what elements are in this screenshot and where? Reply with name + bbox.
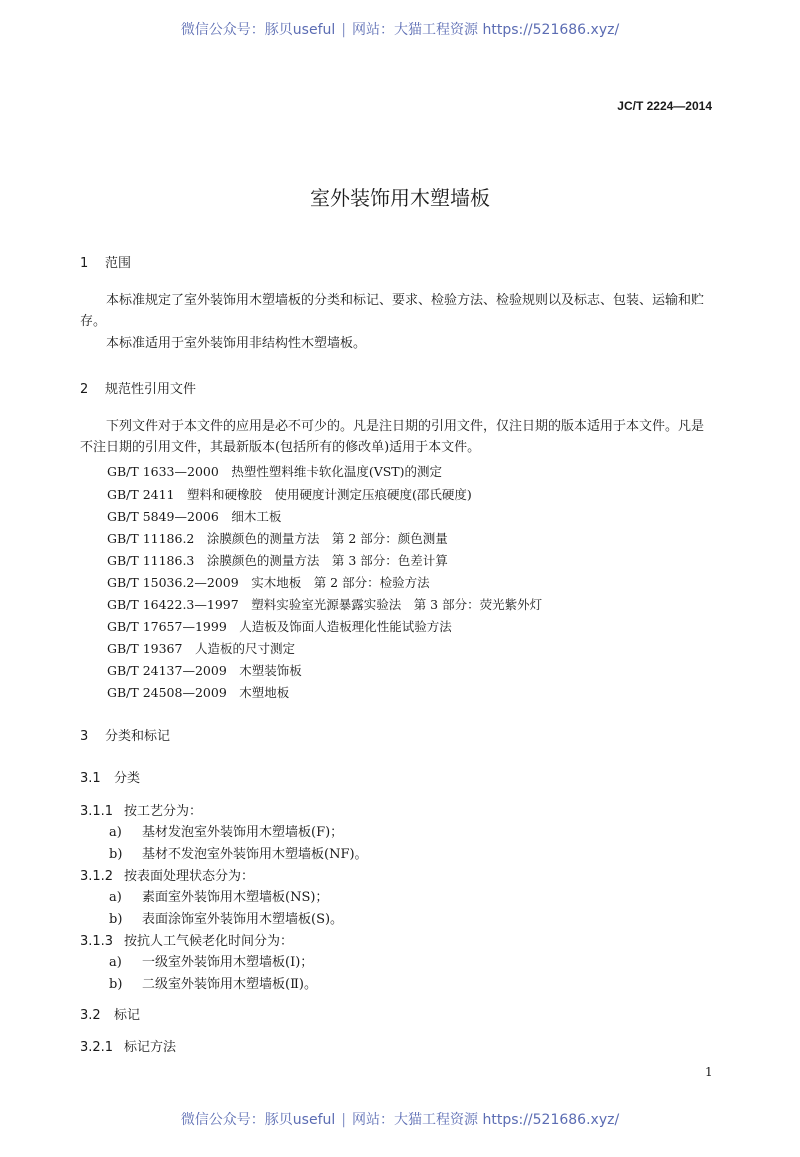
- document-title: 室外装饰用木塑墙板: [310, 186, 490, 210]
- watermark-top: [0, 19, 800, 39]
- list-item: [109, 951, 313, 970]
- list-text: 一级室外装饰用木塑墙板(Ⅰ)；: [142, 955, 314, 970]
- reference-item: GB/T 19367 人造板的尺寸测定: [107, 641, 295, 656]
- section-3-heading: [80, 725, 170, 744]
- subsection-title: 标记: [114, 1008, 141, 1023]
- watermark-wechat: 微信公众号：豚贝useful: [180, 1112, 336, 1128]
- scope-applicability: 本标准适用于室外装饰用非结构性木塑墙板。: [106, 336, 367, 351]
- reference-item: GB/T 15036.2—2009 实木地板 第 2 部分：检验方法: [107, 575, 430, 590]
- list-text: 素面室外装饰用木塑墙板(NS)；: [142, 890, 329, 905]
- reference-item: GB/T 2411 塑料和硬橡胶 使用硬度计测定压痕硬度(邵氏硬度): [107, 487, 472, 502]
- subsection-number: 3.2: [80, 1008, 101, 1023]
- watermark-separator: |: [341, 22, 347, 38]
- clause-number: 3.1.2: [80, 869, 114, 884]
- list-item: [109, 821, 343, 840]
- watermark-separator: |: [341, 1112, 347, 1128]
- watermark-bottom: [0, 1109, 800, 1129]
- list-item: [109, 843, 368, 862]
- section-title: 范围: [105, 256, 132, 271]
- clause-text: 按表面处理状态分为：: [124, 869, 255, 884]
- reference-item: GB/T 17657—1999 人造板及饰面人造板理化性能试验方法: [107, 619, 452, 634]
- reference-item: GB/T 16422.3—1997 塑料实验室光源暴露实验法 第 3 部分：荧光紫外灯: [107, 597, 543, 612]
- standard-number: JC/T 2224—2014: [617, 99, 712, 113]
- clause-3-1-3: [80, 930, 293, 949]
- section-1-heading: [80, 252, 131, 271]
- list-text: 基材不发泡室外装饰用木塑墙板(NF)。: [142, 847, 368, 862]
- clause-number: 3.1.1: [80, 804, 114, 819]
- page-number: 1: [705, 1065, 713, 1079]
- section-number: 2: [80, 382, 89, 397]
- list-text: 表面涂饰室外装饰用木塑墙板(S)。: [142, 912, 344, 927]
- list-label: a): [109, 955, 122, 970]
- watermark-wechat: 微信公众号：豚贝useful: [180, 22, 336, 38]
- subsection-title: 分类: [114, 771, 141, 786]
- watermark-site: 网站：大猫工程资源 https://521686.xyz/: [352, 1112, 620, 1128]
- watermark-site: 网站：大猫工程资源 https://521686.xyz/: [352, 22, 620, 38]
- list-text: 二级室外装饰用木塑墙板(Ⅱ)。: [142, 977, 317, 992]
- list-text: 基材发泡室外装饰用木塑墙板(F)；: [142, 825, 344, 840]
- reference-item: GB/T 24137—2009 木塑装饰板: [107, 663, 302, 678]
- list-label: b): [109, 977, 123, 992]
- list-item: [109, 973, 317, 992]
- section-number: 3: [80, 729, 89, 744]
- references-intro: 下列文件对于本文件的应用是必不可少的。凡是注日期的引用文件，仅注日期的版本适用于本文件。凡是不注日期的引用文件，其最新版本(包括所有的修改单)适用于本文件。: [80, 419, 705, 455]
- clause-text: 按工艺分为：: [124, 804, 203, 819]
- reference-item: GB/T 24508—2009 木塑地板: [107, 685, 290, 700]
- subsection-3-1-heading: [80, 767, 140, 786]
- list-item: [109, 886, 328, 905]
- reference-item: GB/T 1633—2000 热塑性塑料维卡软化温度(VST)的测定: [107, 464, 442, 479]
- section-title: 分类和标记: [105, 729, 171, 744]
- reference-item: GB/T 5849—2006 细木工板: [107, 509, 282, 524]
- clause-number: 3.1.3: [80, 934, 114, 949]
- subsection-number: 3.1: [80, 771, 101, 786]
- reference-item: GB/T 11186.2 涂膜颜色的测量方法 第 2 部分：颜色测量: [107, 531, 448, 546]
- clause-3-1-1: [80, 800, 202, 819]
- section-title: 规范性引用文件: [105, 382, 197, 397]
- clause-3-2-1-heading: [80, 1036, 176, 1055]
- subsection-3-2-heading: [80, 1004, 140, 1023]
- list-label: b): [109, 847, 123, 862]
- clause-number: 3.2.1: [80, 1040, 114, 1055]
- list-label: a): [109, 825, 122, 840]
- reference-item: GB/T 11186.3 涂膜颜色的测量方法 第 3 部分：色差计算: [107, 553, 448, 568]
- clause-title: 标记方法: [124, 1040, 177, 1055]
- section-2-heading: [80, 378, 196, 397]
- section-number: 1: [80, 256, 89, 271]
- clause-text: 按抗人工气候老化时间分为：: [124, 934, 294, 949]
- scope-paragraph: 本标准规定了室外装饰用木塑墙板的分类和标记、要求、检验方法、检验规则以及标志、包装、运输和贮存。: [80, 293, 705, 329]
- list-item: [109, 908, 343, 927]
- list-label: a): [109, 890, 122, 905]
- clause-3-1-2: [80, 865, 254, 884]
- list-label: b): [109, 912, 123, 927]
